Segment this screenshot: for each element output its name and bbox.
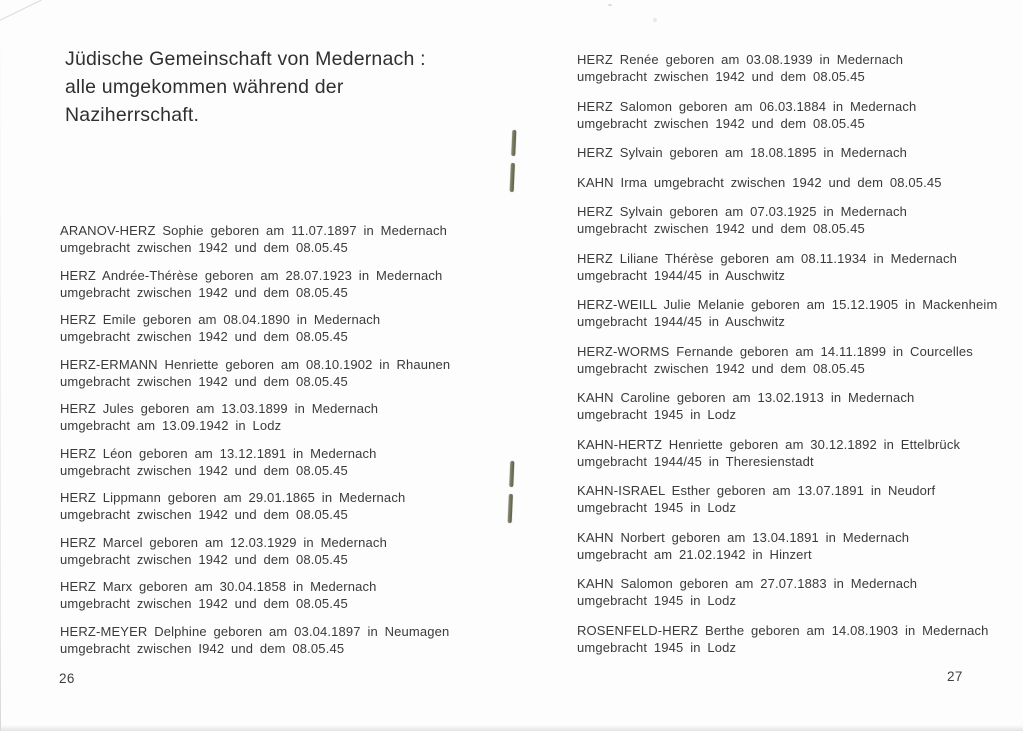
entry-line: umgebracht zwischen 1942 und dem 08.05.45 — [577, 360, 865, 376]
entry-line: umgebracht zwischen 1942 und dem 08.05.45 — [60, 507, 348, 522]
memorial-entry — [60, 356, 500, 390]
entry-line: umgebracht zwischen 1942 und dem 08.05.45 — [577, 221, 865, 236]
entry-line: umgebracht 1945 in Lodz — [577, 407, 737, 422]
page-bottom-edge-shadow — [0, 725, 1023, 731]
page-title-line: Naziherrschaft. — [65, 104, 200, 126]
memorial-entry — [577, 98, 1007, 132]
entry-line: HERZ-WORMS Fernande geboren am 14.11.1899 in Courcelles — [577, 343, 973, 359]
entry-line: HERZ Marx geboren am 30.04.1858 in Medernach — [60, 579, 377, 594]
entry-line: HERZ Andrée-Thérèse geboren am 28.07.1923 in Medernach — [60, 267, 443, 283]
entry-line: HERZ Lippmann geboren am 29.01.1865 in Medernach — [60, 490, 406, 505]
scan-speck — [653, 18, 657, 22]
scan-speck — [608, 4, 612, 6]
memorial-entry — [577, 622, 1007, 656]
entry-line: HERZ-WEILL Julie Melanie geboren am 15.12.1905 in Mackenheim — [577, 297, 998, 312]
entry-line: umgebracht am 13.09.1942 in Lodz — [60, 418, 282, 433]
entry-line: KAHN Norbert geboren am 13.04.1891 in Medernach — [577, 529, 910, 545]
entry-line: HERZ Liliane Thérèse geboren am 08.11.1934 in Medernach — [577, 250, 957, 266]
entry-line: umgebracht zwischen 1942 und dem 08.05.45 — [60, 462, 348, 478]
entry-line: KAHN Salomon geboren am 27.07.1883 in Medernach — [577, 576, 918, 591]
left-page-memorial-list — [60, 222, 500, 667]
entry-line: KAHN Irma umgebracht zwischen 1942 und dem 08.05.45 — [577, 174, 942, 190]
entry-line: umgebracht zwischen 1942 und dem 08.05.45 — [60, 373, 348, 389]
entry-line: HERZ Sylvain geboren am 18.08.1895 in Medernach — [577, 145, 908, 160]
entry-line: HERZ Jules geboren am 13.03.1899 in Medernach — [60, 401, 379, 416]
memorial-entry — [60, 222, 500, 256]
memorial-entry — [577, 203, 1007, 237]
memorial-entry — [577, 174, 1007, 191]
memorial-entry — [60, 534, 500, 568]
entry-line: umgebracht zwischen 1942 und dem 08.05.45 — [60, 329, 348, 344]
entry-line: HERZ Renée geboren am 03.08.1939 in Medernach — [577, 52, 904, 67]
page-title-line: Jüdische Gemeinschaft von Medernach : — [65, 48, 426, 70]
memorial-entry — [577, 482, 1007, 516]
entry-line: HERZ-ERMANN Henriette geboren am 08.10.1902 in Rhaunen — [60, 356, 451, 372]
memorial-entry — [60, 445, 500, 479]
entry-line: ROSENFELD-HERZ Berthe geboren am 14.08.1903 in Medernach — [577, 622, 989, 638]
memorial-entry — [577, 296, 1007, 330]
entry-line: umgebracht zwischen 1942 und dem 08.05.45 — [577, 115, 865, 131]
memorial-entry — [577, 389, 1007, 423]
entry-line: umgebracht 1945 in Lodz — [577, 500, 737, 515]
page-title — [65, 45, 495, 129]
entry-line: umgebracht 1944/45 in Theresienstadt — [577, 453, 814, 469]
memorial-entry — [577, 343, 1007, 377]
page-title-line: alle umgekommen während der — [65, 76, 344, 98]
entry-line: umgebracht 1944/45 in Auschwitz — [577, 314, 786, 329]
entry-line: umgebracht zwischen 1942 und dem 08.05.45 — [60, 596, 348, 611]
memorial-entry — [577, 575, 1007, 609]
entry-line: umgebracht zwischen 1942 und dem 08.05.45 — [60, 284, 348, 300]
page-number-left: 26 — [59, 671, 75, 686]
memorial-entry — [577, 144, 1007, 161]
memorial-entry — [60, 623, 500, 657]
memorial-entry — [577, 250, 1007, 284]
entry-line: umgebracht 1944/45 in Auschwitz — [577, 267, 786, 283]
entry-line: umgebracht am 21.02.1942 in Hinzert — [577, 546, 812, 562]
staple-segment — [511, 130, 516, 156]
entry-line: KAHN-ISRAEL Esther geboren am 13.07.1891 in Neudorf — [577, 483, 936, 498]
binding-staple-top — [510, 130, 516, 192]
entry-line: umgebracht 1945 in Lodz — [577, 593, 737, 608]
memorial-entry — [60, 311, 500, 345]
entry-line: HERZ-MEYER Delphine geboren am 03.04.1897 in Neumagen — [60, 623, 450, 639]
entry-line: HERZ Sylvain geboren am 07.03.1925 in Medernach — [577, 204, 908, 219]
entry-line: HERZ Emile geboren am 08.04.1890 in Medernach — [60, 312, 381, 327]
entry-line: umgebracht 1945 in Lodz — [577, 639, 737, 655]
staple-segment — [510, 163, 515, 192]
memorial-entry — [577, 436, 1007, 470]
entry-line: umgebracht zwischen 1942 und dem 08.05.45 — [60, 551, 348, 567]
right-page-memorial-list — [577, 51, 1007, 668]
entry-line: umgebracht zwischen 1942 und dem 08.05.45 — [60, 240, 348, 255]
page-corner-edge — [0, 0, 42, 21]
memorial-entry — [577, 51, 1007, 85]
memorial-entry — [60, 489, 500, 523]
entry-line: KAHN-HERTZ Henriette geboren am 30.12.1892 in Ettelbrück — [577, 436, 961, 452]
staple-segment — [509, 461, 514, 487]
binding-staple-bottom — [508, 461, 514, 523]
page-left-edge — [0, 0, 1, 731]
entry-line: HERZ Léon geboren am 13.12.1891 in Medernach — [60, 445, 377, 461]
entry-line: umgebracht zwischen 1942 und dem 08.05.45 — [577, 69, 865, 84]
memorial-entry — [60, 267, 500, 301]
memorial-entry — [60, 400, 500, 434]
staple-segment — [508, 494, 513, 523]
entry-line: HERZ Salomon geboren am 06.03.1884 in Medernach — [577, 98, 917, 114]
entry-line: ARANOV-HERZ Sophie geboren am 11.07.1897 in Medernach — [60, 223, 448, 238]
entry-line: umgebracht zwischen I942 und dem 08.05.45 — [60, 640, 345, 656]
page-number-right: 27 — [947, 669, 963, 684]
entry-line: HERZ Marcel geboren am 12.03.1929 in Medernach — [60, 534, 387, 550]
memorial-entry — [577, 529, 1007, 563]
memorial-entry — [60, 578, 500, 612]
entry-line: KAHN Caroline geboren am 13.02.1913 in Medernach — [577, 390, 915, 405]
